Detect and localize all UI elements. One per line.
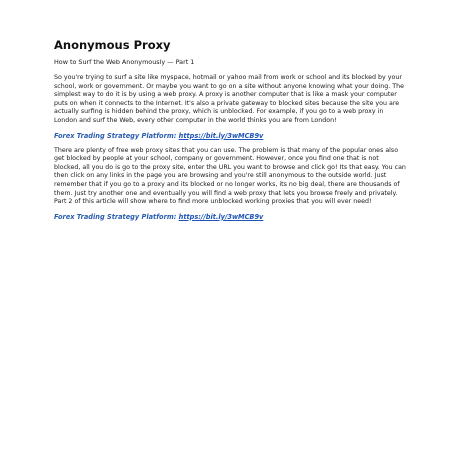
promo-label: Forex Trading Strategy Platform: — [54, 131, 179, 140]
paragraph-intro: So you're trying to surf a site like myspace, hotmail or yahoo mail from work or school and its blocked by your school, work or government. Or maybe you want to go on a site without anyone knowing what your doing. The simplest way to do it is by using a web proxy. A proxy is another computer that is like a mask your computer puts on when it connects to the Internet. It's also a private gateway to blocked sites because the site you are actually surfing is hidden behind the proxy, which is unblocked. For example, if you go to a web proxy in London and surf the Web, every other computer in the world thinks you are from London! — [54, 74, 404, 124]
document-page — [54, 38, 406, 228]
promo-link[interactable]: https://bit.ly/3wMCB9v — [178, 212, 264, 221]
promo-line-1 — [54, 132, 406, 141]
page-title: Anonymous Proxy — [54, 38, 171, 52]
promo-label: Forex Trading Strategy Platform: — [54, 212, 179, 221]
article-subtitle: How to Surf the Web Anonymously — Part 1 — [54, 58, 195, 66]
promo-line-2 — [54, 213, 406, 222]
promo-link[interactable]: https://bit.ly/3wMCB9v — [178, 131, 264, 140]
paragraph-body: There are plenty of free web proxy sites that you can use. The problem is that many of the popular ones also get blocked by people at your school, company or government. However, once you find one that is not blocked, all you do is go to the proxy site, enter the URL you want to browse and click go! Its that easy. You can then click on any links in the page you are browsing and you're still anonymous to the outside world. Just remember that if you go to a proxy and its blocked or no longer works, its no big deal, there are thousands of them. Just try another one and eventually you will find a web proxy that lets you browse freely and privately. Part 2 of this article will show where to find more unblocked working proxies that you will ever need! — [54, 146, 406, 206]
